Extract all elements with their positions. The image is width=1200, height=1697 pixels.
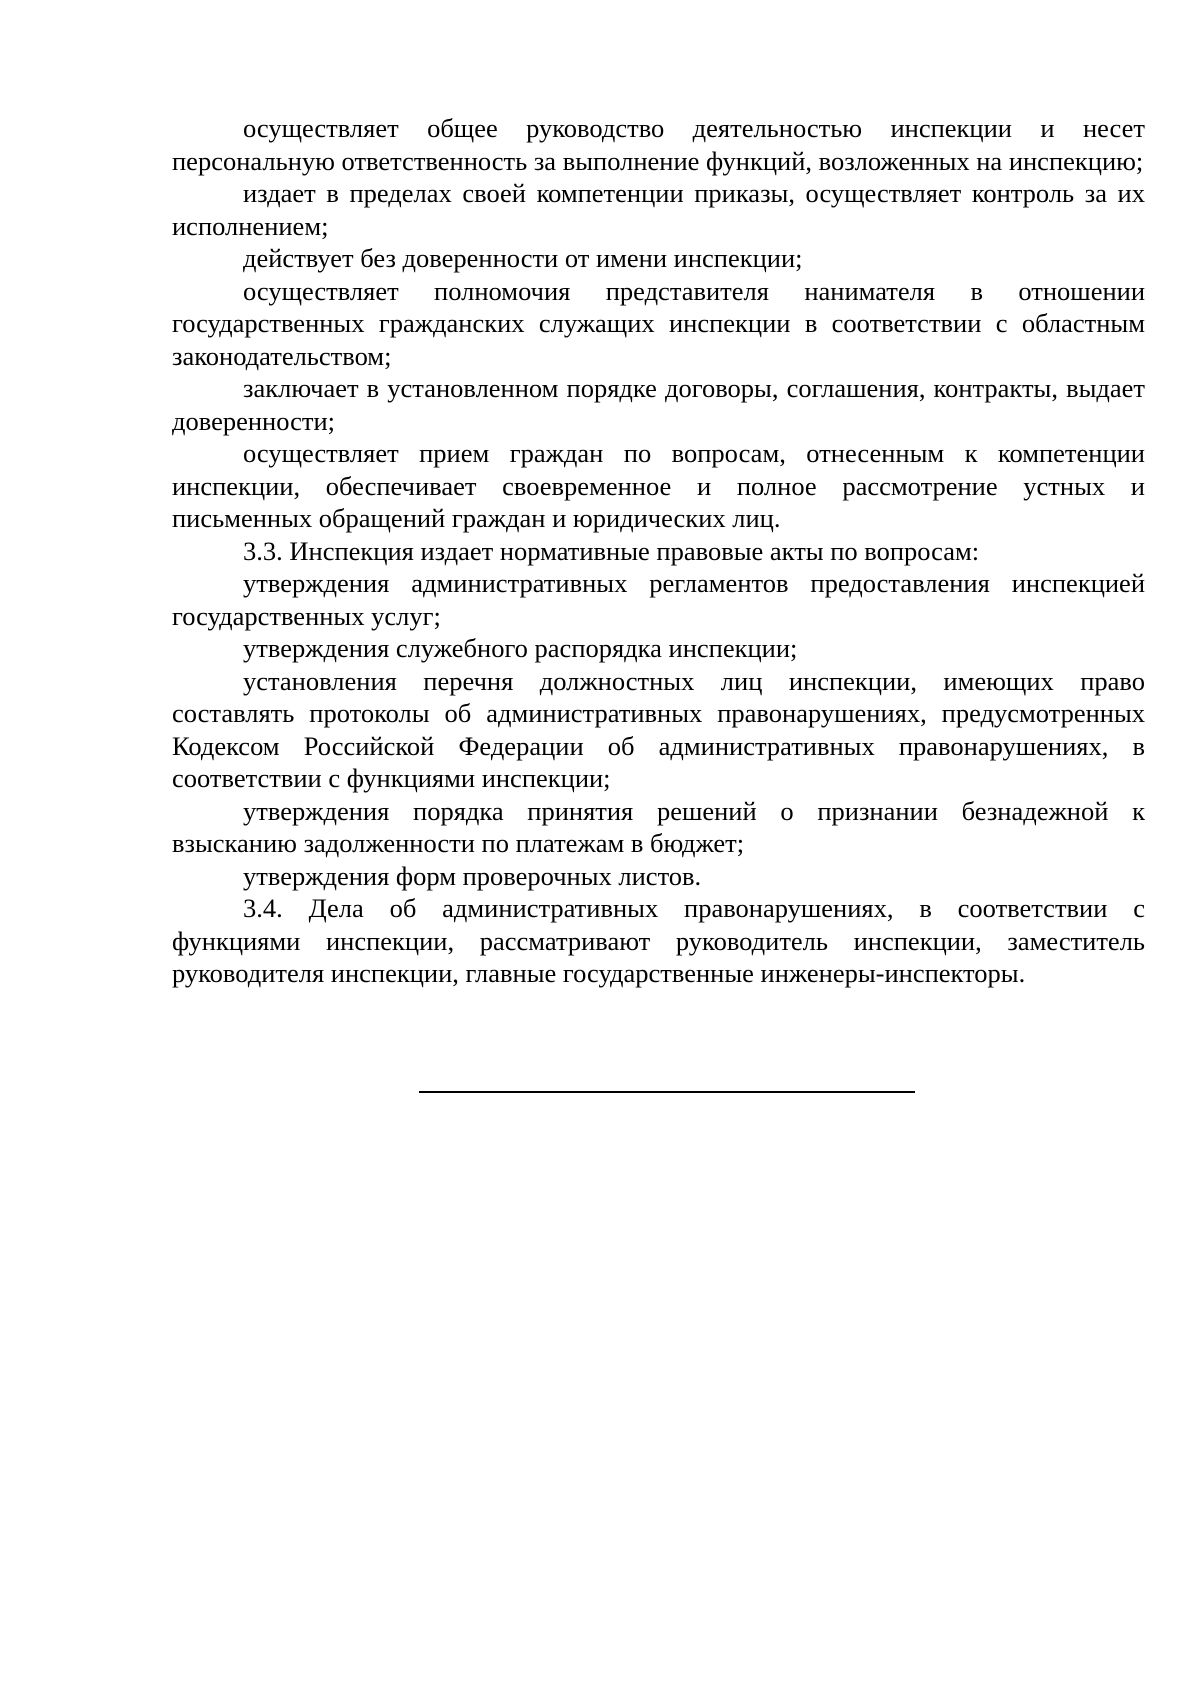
paragraph-admin-regulations: утверждения административных регламентов предоставления инспекцией государственных услуг; [172,568,1145,631]
paragraph-duties-contracts: заключает в установленном порядке договоры, соглашения, контракты, выдает доверенности; [172,373,1145,436]
paragraph-duties-citizen-reception: осуществляет прием граждан по вопросам, отнесенным к компетенции инспекции, обеспечивает своевременное и полное рассмотрение устных и письменных обращений граждан и юридических лиц. [172,438,1145,533]
paragraph-section-3-3: 3.3. Инспекция издает нормативные правовые акты по вопросам: [243,535,980,566]
paragraph-checklist-forms: утверждения форм проверочных листов. [243,860,702,891]
paragraph-service-schedule: утверждения служебного распорядка инспекции; [243,633,798,663]
paragraph-duties-employer-representative: осуществляет полномочия представителя нанимателя в отношении государственных гражданских служащих инспекции в соответствии с областным законодательством; [172,275,1145,371]
paragraph-section-3-4: 3.4. Дела об административных правонарушениях, в соответствии с функциями инспекции, рассматривают руководитель инспекции, заместитель руководителя инспекции, главные государственные инженеры-инспекторы. [172,893,1145,988]
paragraph-bad-debt-procedure: утверждения порядка принятия решений о признании безнадежной к взысканию задолженности по платежам в бюджет; [172,795,1145,858]
end-separator-line [419,1091,915,1093]
paragraph-duties-orders: издает в пределах своей компетенции приказы, осуществляет контроль за их исполнением; [172,178,1145,241]
paragraph-duties-general-management: осуществляет общее руководство деятельностью инспекции и несет персональную ответственность за выполнение функций, возложенных на инспекцию; [172,113,1145,176]
paragraph-duties-acts-without-proxy: действует без доверенности от имени инспекции; [243,243,803,273]
paragraph-officials-list: установления перечня должностных лиц инспекции, имеющих право составлять протоколы об административных правонарушениях, предусмотренных Кодексом Российской Федерации об административных правонарушениях, в соответствии с функциями инспекции; [172,665,1145,793]
document-body [172,112,1145,990]
